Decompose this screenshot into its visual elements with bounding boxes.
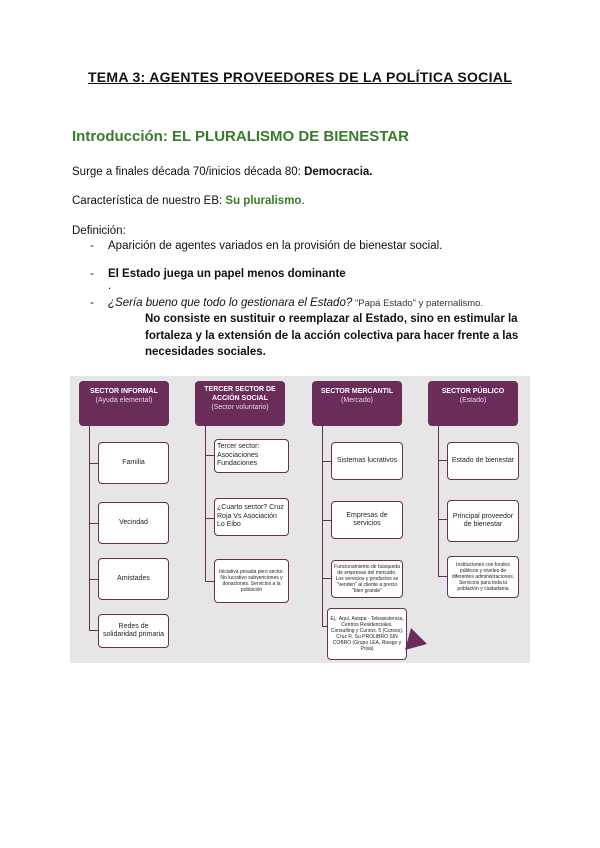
- bullet-2-dot: .: [108, 280, 112, 292]
- sector-subtitle: (Estado): [459, 397, 487, 404]
- sector-title: SECTOR PÚBLICO: [441, 388, 505, 395]
- connector: [89, 426, 90, 630]
- connector: [438, 426, 439, 576]
- informal-box-neighborhood: Vecindad: [98, 502, 169, 544]
- bullet-3-question: ¿Sería bueno que todo lo gestionara el Estado?: [108, 297, 353, 309]
- sector-title: SECTOR INFORMAL: [90, 388, 158, 395]
- definition-label: Definición:: [72, 225, 126, 237]
- mercantil-box-examples: Ej.: Aquí, Asispa - Teleasistencia, Centros Residenciales, Consulting y Cursos. 5 (Cursos), Cruz R. Su PROLIBRO SIN COBRO (Grupo LEA, Riesgo y Prisa): [327, 608, 407, 660]
- mercantil-box-companies: Empresas de servicios: [331, 501, 403, 539]
- tercer-box-initiative: Iniciativa privada pero sector. No lucrativo subvenciones y donaciones. Servicios a la población: [214, 559, 289, 603]
- arrow-pointing-icon: [403, 616, 439, 652]
- welfare-pluralism-diagram: [70, 376, 530, 663]
- publico-box-institutions: Instituciones con fondos públicos y niveles de diferentes administraciones. Servicios para toda la población y ciudadanía: [447, 556, 519, 598]
- sector-subtitle: (Ayuda elemental): [95, 397, 153, 404]
- informal-box-family: Familia: [98, 442, 169, 484]
- sector-subtitle: (Sector voluntario): [211, 404, 269, 411]
- tercer-box-associations: Tercer sector: Asociaciones Fundaciones: [214, 439, 289, 473]
- sector-title: TERCER SECTOR DE ACCIÓN SOCIAL: [204, 386, 276, 402]
- sector-mercantil-header: [312, 381, 402, 426]
- bullet-2: El Estado juega un papel menos dominante: [108, 268, 346, 280]
- tercer-sector-header: [195, 381, 285, 426]
- characteristic-text: Característica de nuestro EB:: [72, 195, 226, 207]
- informal-box-solidarity: Redes de solidaridad primaria: [98, 614, 169, 648]
- characteristic-line: [72, 195, 305, 207]
- publico-box-welfare-state: Estado de bienestar: [447, 442, 519, 480]
- sector-publico-header: [428, 381, 518, 426]
- sector-informal-header: [79, 381, 169, 426]
- section-heading: Introducción: EL PLURALISMO DE BIENESTAR: [72, 128, 409, 145]
- bullet-dash-2: -: [90, 268, 94, 280]
- connector: [205, 426, 206, 581]
- mercantil-box-lucrative: Sistemas lucrativos: [331, 442, 403, 480]
- mercantil-box-market: Funcionamiento de búsqueda de empresas del mercado. Los servicios y productos se "venden" al cliente a precio "bien grande": [331, 560, 403, 598]
- document-title: TEMA 3: AGENTES PROVEEDORES DE LA POLÍTICA SOCIAL: [87, 69, 513, 85]
- bullet-dash-3: -: [90, 297, 94, 309]
- sector-title: SECTOR MERCANTIL: [320, 388, 394, 395]
- origin-text: Surge a finales década 70/inicios década 80:: [72, 166, 305, 178]
- origin-line: [72, 166, 372, 178]
- explanation-paragraph: No consiste en sustituir o reemplazar al Estado, sino en estimular la fortaleza y la extensión de la acción colectiva para hacer frente a las necesidades sociales.: [145, 313, 519, 358]
- informal-box-friends: Amistades: [98, 558, 169, 600]
- sector-subtitle: (Mercado): [341, 397, 373, 404]
- bullet-3: [108, 297, 483, 309]
- bullet-dash-1: -: [90, 240, 94, 252]
- characteristic-highlight: Su pluralismo: [225, 195, 302, 207]
- bullet-3-note: "Papá Estado" y paternalismo.: [352, 298, 484, 309]
- bullet-1: Aparición de agentes variados en la provisión de bienestar social.: [108, 240, 443, 252]
- connector: [322, 426, 323, 626]
- origin-bold: Democracia.: [304, 166, 373, 178]
- tercer-box-cuarto-sector: ¿Cuarto sector? Cruz Roja Vs Asociación Lo Eibo: [214, 498, 289, 536]
- publico-box-main-provider: Principal proveedor de bienestar: [447, 500, 519, 542]
- characteristic-period: .: [301, 195, 305, 207]
